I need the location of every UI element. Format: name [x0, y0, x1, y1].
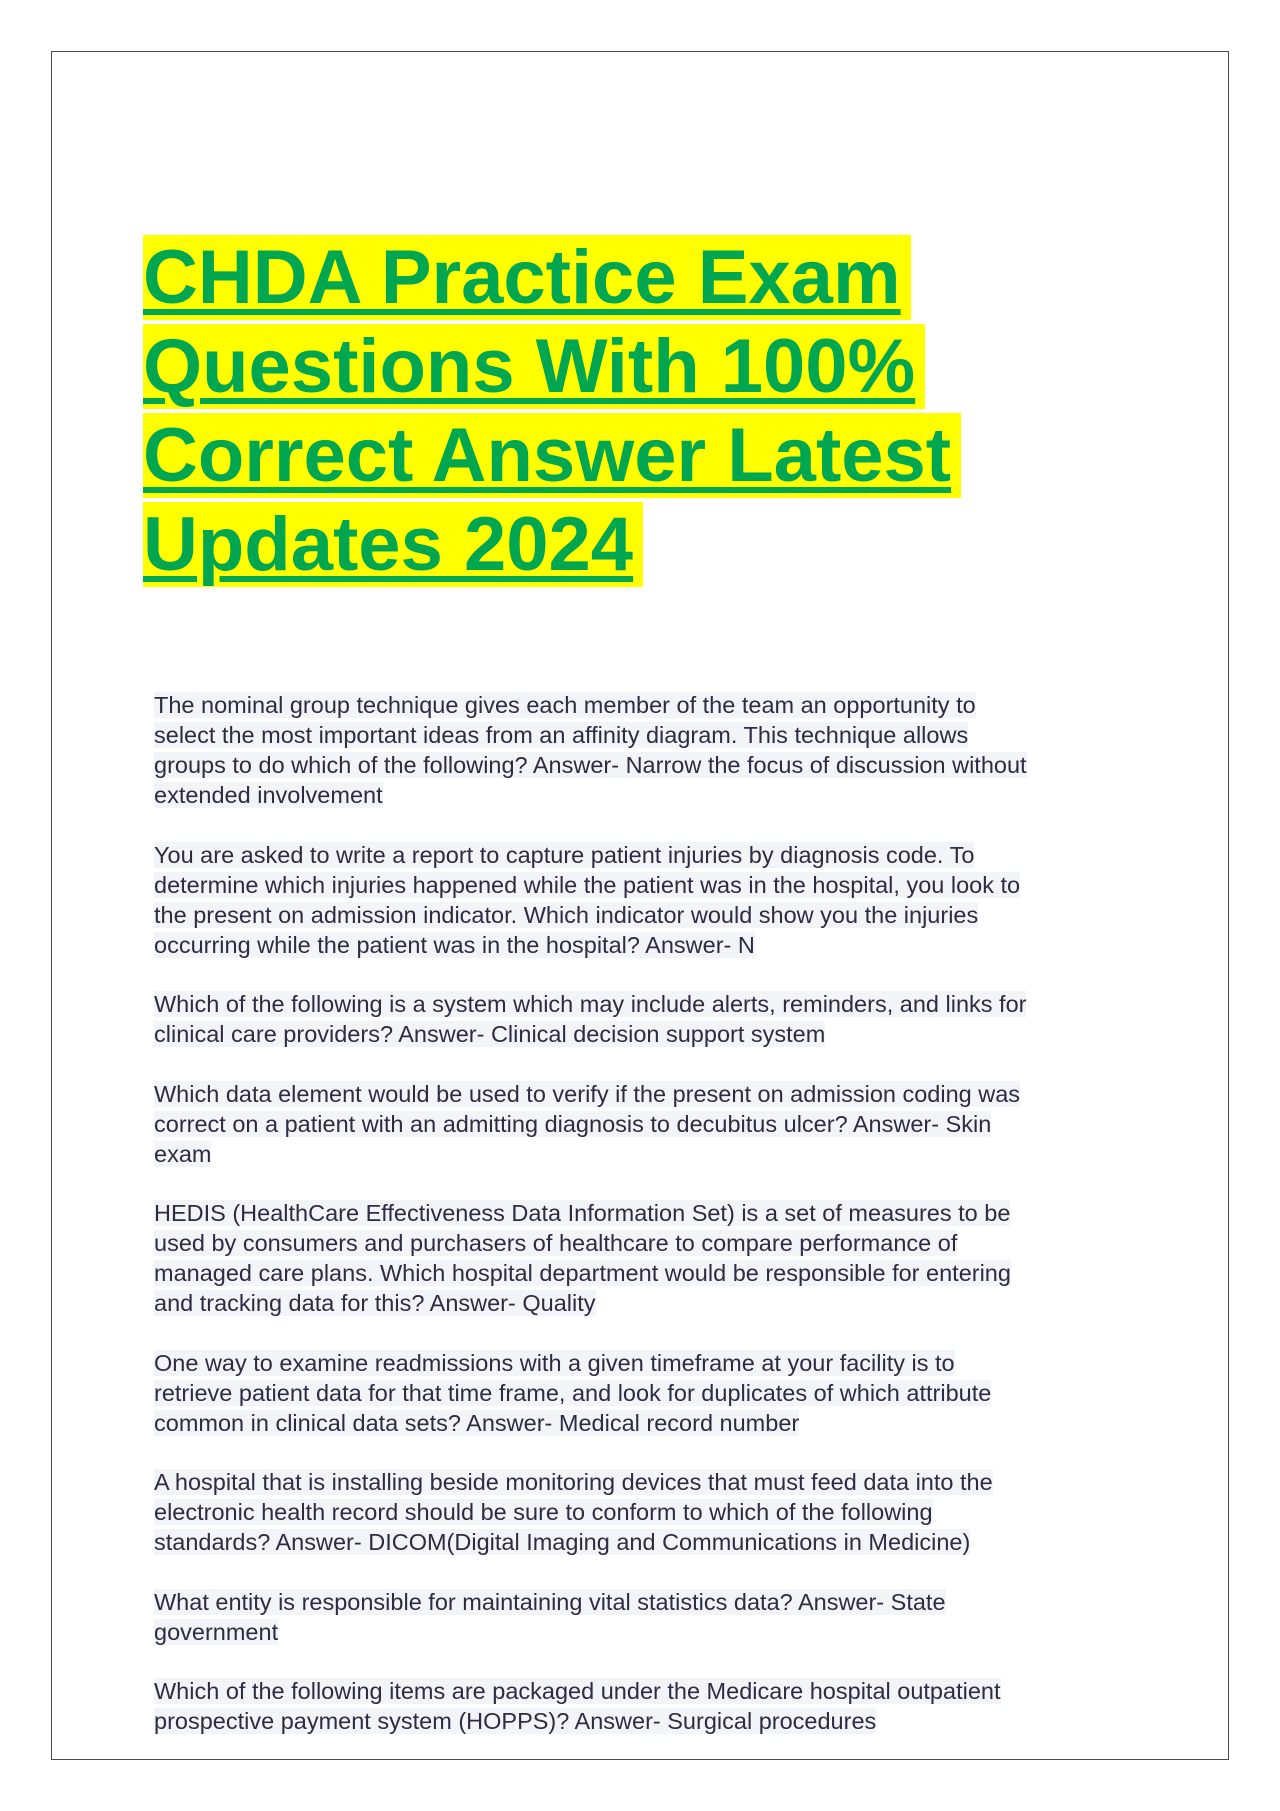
question-answer-item: You are asked to write a report to capture patient injuries by diagnosis code. To determine which injuries happened while the patient was in the hospital, you look to the present on admission indicator. Which indicator would show you the injuries occurring while the patient was in the hospital? Answer- N: [154, 841, 1021, 958]
question-answer-item: Which of the following items are packaged under the Medicare hospital outpatient prospective payment system (HOPPS)? Answer- Surgical procedures: [154, 1678, 1001, 1734]
question-answer-item: The nominal group technique gives each member of the team an opportunity to select the most important ideas from an affinity diagram. This technique allows groups to do which of the following? Answer- Narrow the focus of discussion without extended involvement: [154, 692, 1027, 808]
question-answer-item: A hospital that is installing beside monitoring devices that must feed data into the electronic health record should be sure to conform to which of the following standards? Answer- DICOM(Digital Imaging and Communications in Medicine): [154, 1469, 993, 1555]
question-answer-item: What entity is responsible for maintaining vital statistics data? Answer- State government: [154, 1588, 946, 1645]
title-line: CHDA Practice Exam: [143, 233, 911, 322]
question-answer-list: [154, 690, 1134, 1766]
title-line: Updates 2024: [143, 500, 643, 589]
title-line: Correct Answer Latest: [143, 411, 961, 500]
document-title: [143, 233, 1043, 589]
question-answer-item: HEDIS (HealthCare Effectiveness Data Information Set) is a set of measures to be used by consumers and purchasers of healthcare to compare performance of managed care plans. Which hospital department would be responsible for entering and tracking data for this? Answer- Quality: [154, 1200, 1011, 1316]
question-answer-item: Which of the following is a system which may include alerts, reminders, and links for clinical care providers? Answer- Clinical decision support system: [154, 991, 1027, 1047]
question-answer-item: One way to examine readmissions with a given timeframe at your facility is to retrieve patient data for that time frame, and look for duplicates of which attribute common in clinical data sets? Answer- Medical record number: [154, 1349, 992, 1436]
question-answer-item: Which data element would be used to verify if the present on admission coding was correct on a patient with an admitting diagnosis to decubitus ulcer? Answer- Skin exam: [154, 1080, 1021, 1167]
title-line: Questions With 100%: [143, 322, 925, 411]
